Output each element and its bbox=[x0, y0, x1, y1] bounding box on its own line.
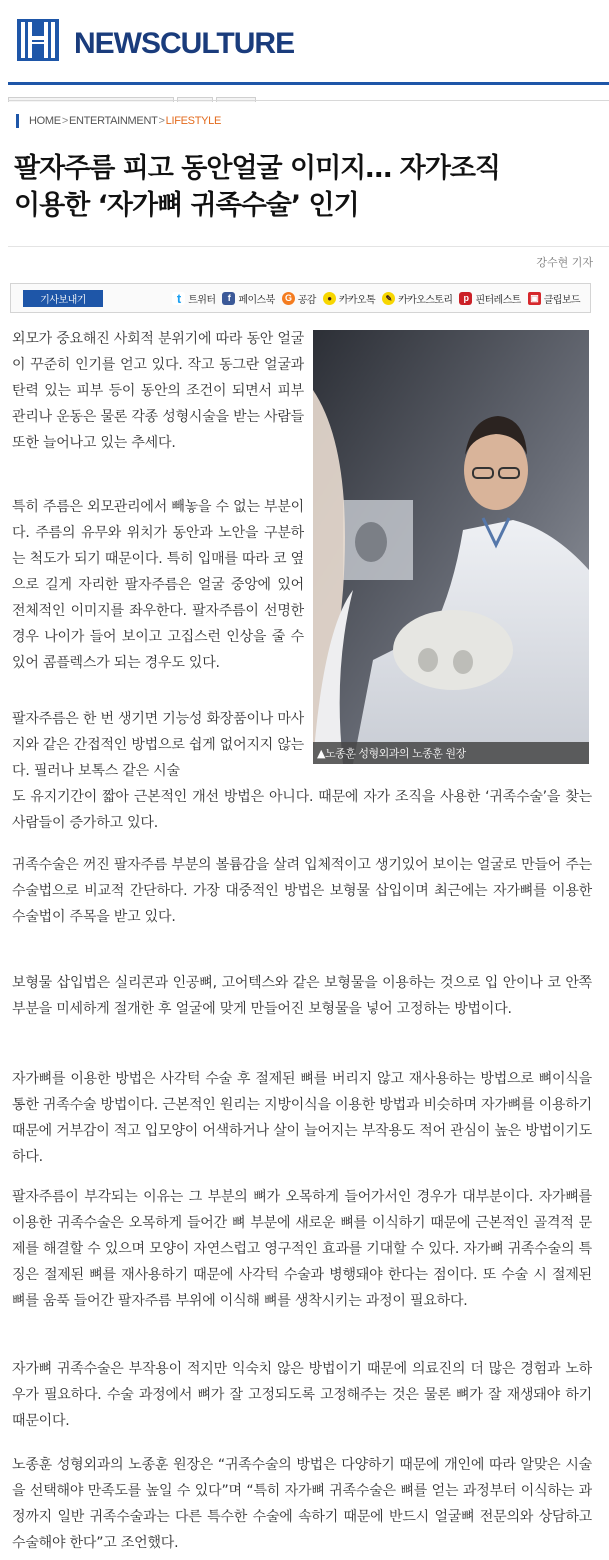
article-paragraph: 귀족수술은 꺼진 팔자주름 부분의 볼륨감을 살려 입체적이고 생기있어 보이는 얼굴로 만들어 주는 수술법으로 비교적 간단하다. 가장 대중적인 방법은 보형물 삽입이며 최근에는 자가뼈를 이용한 수술법이 주목을 받고 있다. bbox=[12, 857, 592, 925]
article-title bbox=[14, 150, 599, 224]
share-clipboard[interactable] bbox=[528, 291, 580, 306]
share-label: 공감 bbox=[297, 294, 316, 306]
share-label: 페이스북 bbox=[238, 294, 275, 306]
kakaostory-icon: ✎ bbox=[382, 292, 395, 305]
article-paragraph: 팔자주름은 한 번 생기면 기능성 화장품이나 마사지와 같은 간접적인 방법으로 쉽게 없어지지 않는다. 필러나 보톡스 같은 시술 bbox=[12, 711, 304, 779]
newsculture-logo-icon[interactable] bbox=[16, 18, 60, 62]
share-label: 클립보드 bbox=[543, 294, 580, 306]
share-label: 카카오스토리 bbox=[398, 294, 453, 306]
title-divider bbox=[8, 246, 609, 247]
article-title-line1: 팔자주름 피고 동안얼굴 이미지… 자가조직 bbox=[14, 153, 500, 184]
article-byline: 강수현 기자 bbox=[536, 256, 593, 269]
share-bar bbox=[10, 283, 591, 313]
article-title-line2: 이용한 ‘자가뼈 귀족수술’ 인기 bbox=[14, 190, 359, 221]
nav-divider bbox=[8, 100, 609, 101]
breadcrumb-separator: > bbox=[158, 115, 165, 127]
logo-text-culture: CULTURE bbox=[160, 27, 295, 60]
doctor-photo-illustration bbox=[313, 330, 589, 764]
article-paragraph: 보형물 삽입법은 실리콘과 인공뼈, 고어텍스와 같은 보형물을 이용하는 것으로 입 안이나 코 안쪽 부분을 미세하게 절개한 후 얼굴에 맞게 만들어진 보형물을 넣어 고정하는 방법이다. bbox=[12, 975, 592, 1017]
breadcrumb-separator: > bbox=[61, 115, 68, 127]
share-kakaostory[interactable] bbox=[382, 291, 452, 306]
clipboard-icon: ▣ bbox=[528, 292, 541, 305]
share-gonggam[interactable] bbox=[282, 291, 316, 306]
share-label: 트위터 bbox=[188, 294, 216, 306]
article-paragraph: 자가뼈를 이용한 방법은 사각턱 수술 후 절제된 뼈를 버리지 않고 재사용하는 방법으로 뼈이식을 통한 귀족수술 방법이다. 근본적인 원리는 지방이식을 이용한 방법과 비슷하며 자가뼈를 이용하기 때문에 거부감이 적고 입모양이 어색하거나 살이 늘어지는 부작용도 적어 관심이 높은 방법이기도 하다. bbox=[12, 1071, 592, 1165]
header-divider bbox=[8, 82, 609, 85]
share-facebook[interactable] bbox=[222, 291, 274, 306]
site-header bbox=[0, 0, 609, 84]
share-items bbox=[172, 291, 580, 306]
send-article-button[interactable]: 기사보내기 bbox=[23, 290, 103, 307]
share-label: 핀터레스트 bbox=[475, 294, 521, 306]
breadcrumb-section[interactable]: ENTERTAINMENT bbox=[68, 115, 158, 127]
site-logo-text[interactable] bbox=[74, 21, 294, 64]
article-paragraph: 자가뼈 귀족수술은 부작용이 적지만 익숙치 않은 방법이기 때문에 의료진의 더 많은 경험과 노하우가 필요하다. 수술 과정에서 뼈가 잘 고정되도록 고정해주는 것은 물론 뼈가 잘 재생돼야 하기 때문이다. bbox=[12, 1361, 592, 1429]
logo-text-news: NEWS bbox=[74, 27, 160, 60]
breadcrumb-marker bbox=[16, 114, 19, 128]
article-paragraph: 팔자주름이 부각되는 이유는 그 부분의 뼈가 오목하게 들어가서인 경우가 대부분이다. 자가뼈를 이용한 귀족수술은 오목하게 들어간 뼈 부분에 새로운 뼈를 이식하기 때문에 근본적인 골격적 문제를 해결할 수 있으며 모양이 자연스럽고 영구적인 효과를 기대할 수 있다. 자가뼈 귀족수술의 특징은 절제된 뼈를 재사용하기 때문에 사각턱 수술과 병행돼야 한다는 점이다. 또 수술 시 절제된 뼈를 움푹 들어간 팔자주름 부위에 이식해 뼈를 생착시키는 과정이 필요하다. bbox=[12, 1189, 592, 1309]
article-paragraph: 도 유지기간이 짧아 근본적인 개선 방법은 아니다. 때문에 자가 조직을 사용한 ‘귀족수술’을 찾는 사람들이 증가하고 있다. bbox=[12, 789, 592, 831]
share-label: 카카오톡 bbox=[338, 294, 376, 306]
breadcrumb-subsection[interactable]: LIFESTYLE bbox=[165, 115, 222, 127]
share-kakaotalk[interactable] bbox=[323, 291, 375, 306]
twitter-icon: t bbox=[172, 292, 185, 305]
article-photo[interactable] bbox=[313, 330, 589, 764]
pinterest-icon: p bbox=[459, 292, 472, 305]
article-paragraph: 특히 주름은 외모관리에서 빼놓을 수 없는 부분이다. 주름의 유무와 위치가 동안과 노안을 구분하는 척도가 되기 때문이다. 특히 입매를 따라 코 옆으로 길게 자리한 팔자주름은 얼굴 중앙에 있어 전체적인 이미지를 좌우한다. 팔자주름이 선명한 경우 나이가 들어 보이고 고집스런 인상을 줄 수 있어 콤플렉스가 되는 경우도 있다. bbox=[12, 499, 304, 671]
breadcrumb bbox=[16, 113, 221, 129]
article-paragraph: 노종훈 성형외과의 노종훈 원장은 “귀족수술의 방법은 다양하기 때문에 개인에 따라 알맞은 시술을 선택해야 만족도를 높일 수 있다”며 “특히 자가뼈 귀족수술은 뼈를 얻는 과정부터 이식하는 과정까지 일반 귀족수술과는 다른 특수한 수술에 속하기 때문에 반드시 얼굴뼈 전문의와 상담하고 수술해야 한다”고 조언했다. bbox=[12, 1457, 592, 1551]
article-paragraph: 외모가 중요해진 사회적 분위기에 따라 동안 얼굴이 꾸준히 인기를 얻고 있다. 작고 동그란 얼굴과 탄력 있는 피부 등이 동안의 조건이 되면서 피부관리나 운동은 물론 각종 성형시술을 받는 사람들 또한 늘어나고 있는 추세다. bbox=[12, 331, 304, 451]
photo-caption: ▲노종훈 성형외과의 노종훈 원장 bbox=[313, 742, 589, 764]
breadcrumb-home[interactable]: HOME bbox=[29, 115, 61, 127]
facebook-icon: f bbox=[222, 292, 235, 305]
share-pinterest[interactable] bbox=[459, 291, 520, 306]
kakaotalk-icon: ● bbox=[323, 292, 336, 305]
share-twitter[interactable] bbox=[172, 291, 215, 306]
gonggam-icon: G bbox=[282, 292, 295, 305]
